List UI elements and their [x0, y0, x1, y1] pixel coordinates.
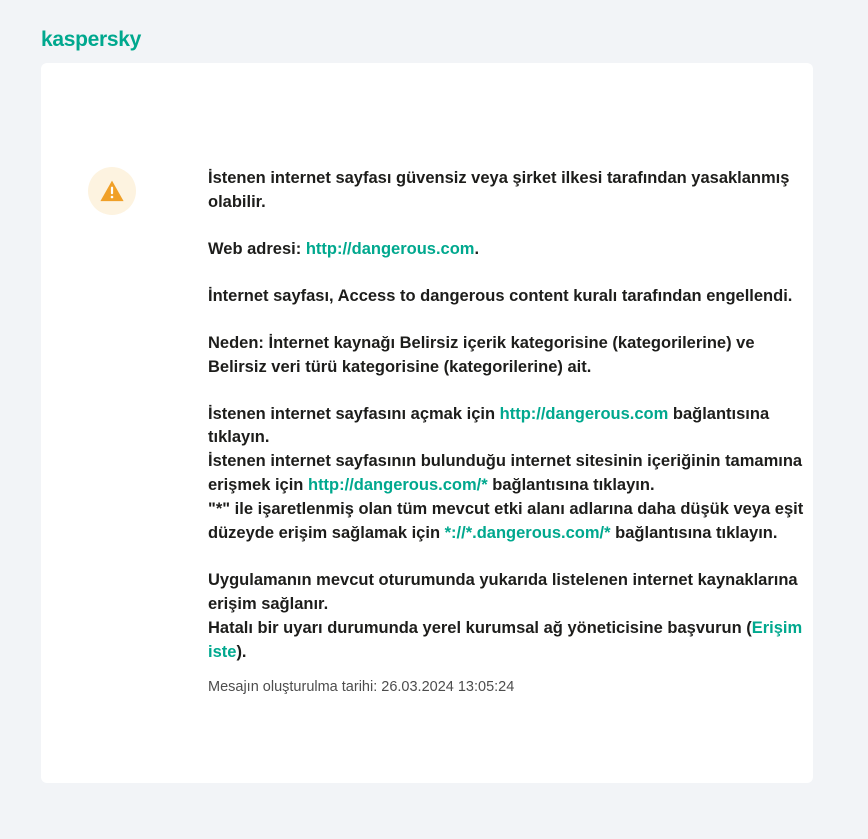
- open-page-suffix: bağlantısına tıklayın.: [208, 404, 770, 447]
- block-notification-card: [41, 63, 813, 783]
- contact-admin-line: [208, 617, 808, 665]
- full-site-line: [208, 450, 808, 498]
- web-address-label: Web adresi:: [208, 239, 306, 258]
- reason-text: Neden: İnternet kaynağı Belirsiz içerik kategorisine (kategorilerine) ve Belirsiz veri türü kategorisine (kategorilerine) ait.: [208, 333, 755, 376]
- contact-admin-prefix: Hatalı bir uyarı durumunda yerel kurumsal ağ yöneticisine başvurun (: [208, 618, 752, 637]
- open-page-line: [208, 403, 808, 451]
- kaspersky-logo: kaspersky: [41, 28, 142, 51]
- blocked-by-rule-text: İnternet sayfası, Access to dangerous content kuralı tarafından engellendi.: [208, 286, 793, 305]
- full-site-link[interactable]: http://dangerous.com/*: [307, 476, 488, 495]
- wildcard-line: [208, 498, 808, 546]
- open-page-link[interactable]: http://dangerous.com: [499, 404, 669, 423]
- contact-admin-suffix: ).: [236, 642, 247, 661]
- message-timestamp: Mesajın oluşturulma tarihi: 26.03.2024 13:05:24: [208, 678, 515, 695]
- wildcard-suffix: bağlantısına tıklayın.: [610, 524, 778, 543]
- message-body: [208, 167, 808, 697]
- web-address-link[interactable]: http://dangerous.com: [305, 239, 475, 258]
- full-site-prefix: İstenen internet sayfasının bulunduğu internet sitesinin içeriğinin tamamına erişmek için: [208, 452, 803, 495]
- web-address-period: .: [474, 239, 480, 258]
- web-address-line: [208, 238, 808, 262]
- open-page-prefix: İstenen internet sayfasını açmak için: [208, 404, 500, 423]
- headline-text: İstenen internet sayfası güvensiz veya şirket ilkesi tarafından yasaklanmış olabilir.: [208, 169, 790, 211]
- session-access-text: Uygulamanın mevcut oturumunda yukarıda listelenen internet kaynaklarına erişim sağlanır.: [208, 571, 798, 613]
- request-access-link[interactable]: Erişim iste: [208, 618, 803, 661]
- warning-triangle-icon: [88, 167, 136, 215]
- full-site-suffix: bağlantısına tıklayın.: [487, 476, 655, 495]
- wildcard-link[interactable]: *://*.dangerous.com/*: [444, 524, 611, 543]
- wildcard-prefix: "*" ile işaretlenmiş olan tüm mevcut etki alanı adlarına daha düşük veya eşit düzeyde erişim sağlamak için: [208, 500, 804, 543]
